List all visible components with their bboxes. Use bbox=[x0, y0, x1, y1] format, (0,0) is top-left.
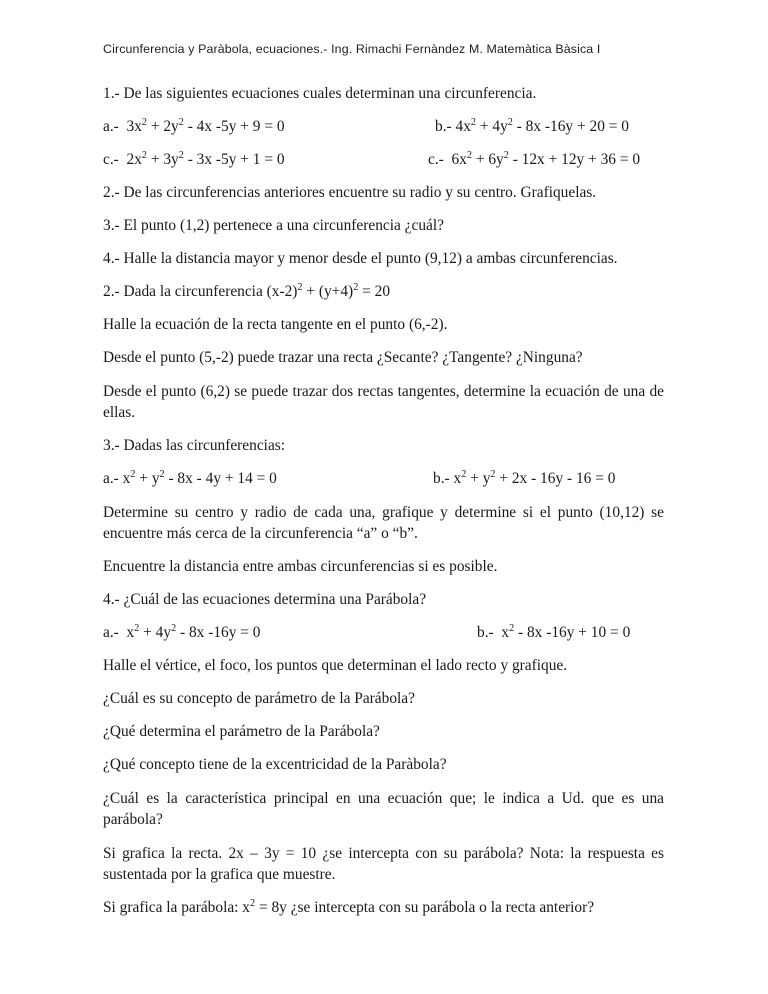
equation-3a-mid: + y bbox=[135, 470, 160, 487]
equation-1d-post: - 12x + 12y + 36 = 0 bbox=[508, 151, 641, 168]
section-4-eccentricity: ¿Qué concepto tiene de la excentricidad de la Paràbola? bbox=[103, 756, 447, 773]
document-header: Circunferencia y Paràbola, ecuaciones.- Ing. Rimachi Fernàndez M. Matemàtica Bàsica I bbox=[103, 42, 601, 56]
exponent: 2 bbox=[141, 116, 147, 128]
equation-3a-label: a.- bbox=[103, 470, 119, 487]
equation-3b-pre: x bbox=[453, 470, 462, 487]
section-4-concept-param: ¿Cuál es su concepto de parámetro de la Parábola? bbox=[103, 690, 415, 707]
exponent: 2 bbox=[507, 116, 513, 128]
equation-1a-mid: + 2y bbox=[146, 118, 179, 135]
equation-4b-label: b.- bbox=[477, 624, 494, 641]
equation-4a-post: - 8x -16y = 0 bbox=[176, 624, 261, 641]
section-3-equations-row bbox=[103, 469, 664, 489]
equation-4b-pre: x bbox=[501, 624, 510, 641]
section-2-two-tangents: Desde el punto (6,2) se puede trazar dos rectas tangentes, determine la ecuación de una de ellas. bbox=[103, 383, 664, 421]
section-2-given-pre: 2.- Dada la circunferencia (x-2) bbox=[103, 283, 298, 300]
equation-1c bbox=[103, 150, 285, 170]
section-2-secant-question: Desde el punto (5,-2) puede trazar una recta ¿Secante? ¿Tangente? ¿Ninguna? bbox=[103, 349, 583, 366]
exponent: 2 bbox=[171, 622, 177, 634]
document-body bbox=[103, 84, 664, 918]
equation-3a-post: - 8x - 4y + 14 = 0 bbox=[164, 470, 277, 487]
section-2-given-mid: + (y+4) bbox=[302, 283, 354, 300]
section-4-parabola-intercept-post: = 8y ¿se intercepta con su parábola o la recta anterior? bbox=[255, 899, 595, 916]
equation-4b bbox=[477, 623, 630, 643]
section-4-vertex: Halle el vértice, el foco, los puntos que determinan el lado recto y grafique. bbox=[103, 657, 568, 674]
equation-4a-mid: + 4y bbox=[139, 624, 172, 641]
section-2-given-post: = 20 bbox=[358, 283, 391, 300]
equation-3b-post: + 2x - 16y - 16 = 0 bbox=[495, 470, 616, 487]
section-3-determine: Determine su centro y radio de cada una, grafique y determine si el punto (10,12) se encuentre más cerca de la circunferencia “a” o “b”. bbox=[103, 504, 664, 542]
exponent: 2 bbox=[250, 897, 256, 909]
exponent: 2 bbox=[466, 149, 472, 161]
section-4-determines-param: ¿Qué determina el parámetro de la Parábola? bbox=[103, 723, 380, 740]
section-4-parabola-intercept bbox=[103, 898, 664, 918]
equation-1a-pre: 3x bbox=[126, 118, 142, 135]
section-4-prompt: 4.- ¿Cuál de las ecuaciones determina una Parábola? bbox=[103, 591, 427, 608]
exponent: 2 bbox=[178, 149, 184, 161]
exponent: 2 bbox=[461, 468, 467, 480]
exponent: 2 bbox=[297, 281, 303, 293]
equation-1c-mid: + 3y bbox=[146, 151, 179, 168]
question-1-prompt: 1.- De las siguientes ecuaciones cuales determinan una circunferencia. bbox=[103, 85, 537, 102]
question-1-row-1 bbox=[103, 117, 664, 137]
section-4-line-intercept: Si grafica la recta. 2x – 3y = 10 ¿se intercepta con su parábola? Nota: la respuesta es sustentada por la grafica que muestre. bbox=[103, 845, 664, 883]
equation-1c-label: c.- bbox=[103, 151, 119, 168]
section-2-given bbox=[103, 282, 664, 302]
equation-1c-post: - 3x -5y + 1 = 0 bbox=[183, 151, 285, 168]
section-2-tangent-line: Halle la ecuación de la recta tangente en el punto (6,-2). bbox=[103, 316, 448, 333]
equation-1d-pre: 6x bbox=[451, 151, 467, 168]
exponent: 2 bbox=[130, 468, 136, 480]
equation-1d-mid: + 6y bbox=[471, 151, 504, 168]
section-3-prompt: 3.- Dadas las circunferencias: bbox=[103, 437, 286, 454]
equation-3a bbox=[103, 469, 277, 489]
equation-1d-label: c.- bbox=[428, 151, 444, 168]
exponent: 2 bbox=[503, 149, 509, 161]
exponent: 2 bbox=[141, 149, 147, 161]
question-4-prompt: 4.- Halle la distancia mayor y menor desde el punto (9,12) a ambas circunferencias. bbox=[103, 250, 618, 267]
section-3-distance: Encuentre la distancia entre ambas circunferencias si es posible. bbox=[103, 558, 498, 575]
exponent: 2 bbox=[159, 468, 165, 480]
equation-3b-mid: + y bbox=[466, 470, 491, 487]
exponent: 2 bbox=[490, 468, 496, 480]
equation-4a-label: a.- bbox=[103, 624, 119, 641]
equation-3b bbox=[433, 469, 615, 489]
equation-4b-post: - 8x -16y + 10 = 0 bbox=[514, 624, 631, 641]
section-4-equations-row bbox=[103, 623, 664, 643]
equation-1b-mid: + 4y bbox=[476, 118, 508, 135]
exponent: 2 bbox=[509, 622, 515, 634]
question-2-prompt: 2.- De las circunferencias anteriores encuentre su radio y su centro. Grafiquelas. bbox=[103, 184, 597, 201]
equation-1b-pre: 4x bbox=[455, 118, 471, 135]
question-3-prompt: 3.- El punto (1,2) pertenece a una circunferencia ¿cuál? bbox=[103, 217, 444, 234]
section-4-characteristic: ¿Cuál es la característica principal en una ecuación que; le indica a Ud. que es una parábola? bbox=[103, 790, 664, 828]
equation-1a bbox=[103, 117, 285, 137]
equation-1c-pre: 2x bbox=[126, 151, 142, 168]
equation-4a-pre: x bbox=[126, 624, 135, 641]
equation-3a-pre: x bbox=[122, 470, 131, 487]
exponent: 2 bbox=[470, 116, 476, 128]
exponent: 2 bbox=[134, 622, 140, 634]
question-1-row-2 bbox=[103, 150, 664, 170]
equation-3b-label: b.- bbox=[433, 470, 450, 487]
equation-1a-post: - 4x -5y + 9 = 0 bbox=[183, 118, 285, 135]
equation-1b bbox=[435, 117, 629, 137]
equation-1b-post: - 8x -16y + 20 = 0 bbox=[512, 118, 629, 135]
equation-1d bbox=[428, 150, 640, 170]
equation-1b-label: b.- bbox=[435, 118, 452, 135]
exponent: 2 bbox=[353, 281, 359, 293]
equation-1a-label: a.- bbox=[103, 118, 119, 135]
exponent: 2 bbox=[178, 116, 184, 128]
section-4-parabola-intercept-pre: Si grafica la parábola: x bbox=[103, 899, 251, 916]
equation-4a bbox=[103, 623, 261, 643]
